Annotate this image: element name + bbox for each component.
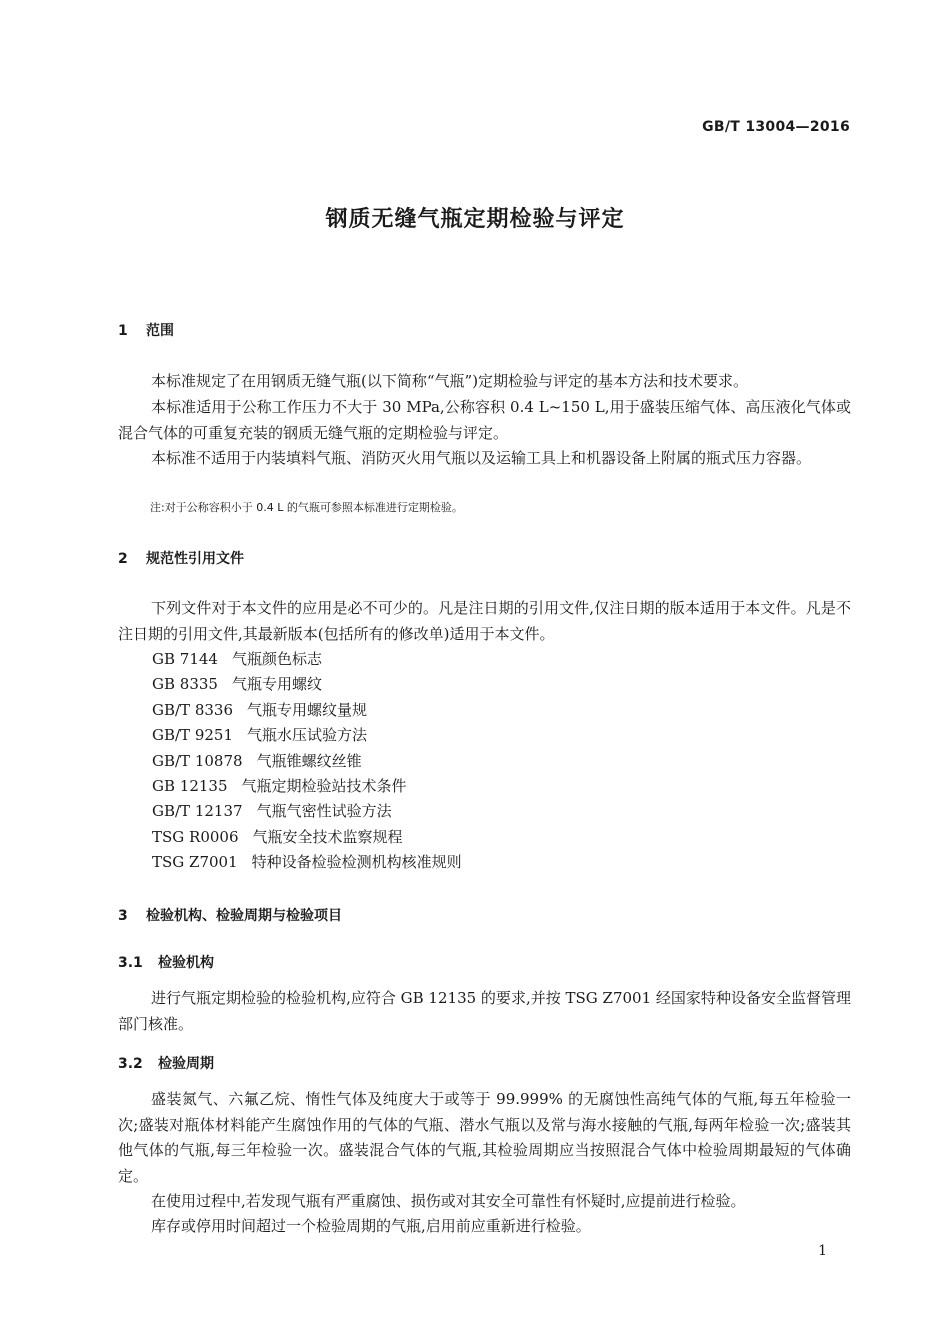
list-item (152, 799, 462, 824)
subsection-3-1-heading (118, 952, 214, 972)
paragraph: 本标准不适用于内装填料气瓶、消防灭火用气瓶以及运输工具上和机器设备上附属的瓶式压力容器。 (151, 449, 812, 467)
standard-number: GB/T 13004—2016 (702, 119, 850, 135)
paragraph: 盛装氮气、六氟乙烷、惰性气体及纯度大于或等于 99.999% 的无腐蚀性高纯气体的气瓶,每五年检验一次;盛装对瓶体材料能产生腐蚀作用的气体的气瓶、潜水气瓶以及常与海水接触的气瓶,每两年检验一次;盛装其他气体的气瓶,每三年检验一次。盛装混合气体的气瓶,其检验周期应当按照混合气体中检验周期最短的气体确定。 (118, 1090, 851, 1185)
reference-code: GB/T 8336 (152, 700, 234, 719)
subsection-number: 3.2 (118, 1056, 143, 1072)
reference-code: GB 12135 (152, 776, 228, 795)
list-item (152, 723, 462, 748)
list-item (152, 647, 462, 672)
section-title: 检验机构、检验周期与检验项目 (146, 908, 342, 924)
reference-title: 气瓶安全技术监察规程 (252, 827, 403, 846)
paragraph: 在使用过程中,若发现气瓶有严重腐蚀、损伤或对其安全可靠性有怀疑时,应提前进行检验。 (151, 1192, 746, 1210)
reference-title: 特种设备检验检测机构核准规则 (251, 853, 462, 872)
paragraph: 下列文件对于本文件的应用是必不可少的。凡是注日期的引用文件,仅注日期的版本适用于本文件。凡是不注日期的引用文件,其最新版本(包括所有的修改单)适用于本文件。 (118, 599, 851, 643)
reference-code: TSG R0006 (152, 827, 239, 846)
reference-title: 气瓶水压试验方法 (247, 726, 368, 745)
subsection-number: 3.1 (118, 955, 143, 971)
subsection-title: 检验机构 (158, 955, 214, 971)
reference-code: GB 8335 (152, 675, 218, 694)
section-title: 范围 (146, 323, 174, 339)
note: 注:对于公称容积小于 0.4 L 的气瓶可参照本标准进行定期检验。 (150, 501, 463, 514)
list-item (152, 672, 462, 697)
document-title: 钢质无缝气瓶定期检验与评定 (325, 207, 625, 232)
section-3-heading (118, 905, 342, 925)
section-number: 2 (118, 551, 128, 567)
reference-code: TSG Z7001 (152, 853, 238, 872)
reference-list (152, 647, 462, 876)
reference-title: 气瓶锥螺纹丝锥 (256, 751, 362, 770)
list-item (152, 749, 462, 774)
page-number: 1 (818, 1243, 827, 1259)
reference-title: 气瓶气密性试验方法 (256, 802, 392, 821)
section-number: 1 (118, 323, 128, 339)
paragraph: 进行气瓶定期检验的检验机构,应符合 GB 12135 的要求,并按 TSG Z7001 经国家特种设备安全监督管理部门核准。 (118, 989, 851, 1033)
paragraph: 库存或停用时间超过一个检验周期的气瓶,启用前应重新进行检验。 (151, 1217, 591, 1235)
subsection-title: 检验周期 (158, 1056, 214, 1072)
list-item (152, 698, 462, 723)
list-item (152, 825, 462, 850)
reference-code: GB/T 10878 (152, 751, 243, 770)
paragraph: 本标准适用于公称工作压力不大于 30 MPa,公称容积 0.4 L~150 L,用于盛装压缩气体、高压液化气体或混合气体的可重复充装的钢质无缝气瓶的定期检验与评定。 (118, 398, 851, 442)
section-1-heading (118, 320, 174, 340)
section-number: 3 (118, 908, 128, 924)
reference-code: GB/T 12137 (152, 802, 243, 821)
list-item (152, 850, 462, 875)
reference-code: GB 7144 (152, 650, 218, 668)
reference-code: GB/T 9251 (152, 726, 234, 745)
subsection-3-2-heading (118, 1053, 214, 1073)
section-title: 规范性引用文件 (146, 551, 244, 567)
section-2-heading (118, 548, 244, 568)
reference-title: 气瓶专用螺纹量规 (247, 700, 368, 719)
paragraph: 本标准规定了在用钢质无缝气瓶(以下简称“气瓶”)定期检验与评定的基本方法和技术要求。 (151, 372, 749, 390)
reference-title: 气瓶颜色标志 (231, 650, 322, 668)
list-item (152, 774, 462, 799)
reference-title: 气瓶专用螺纹 (231, 675, 322, 694)
reference-title: 气瓶定期检验站技术条件 (241, 776, 407, 795)
